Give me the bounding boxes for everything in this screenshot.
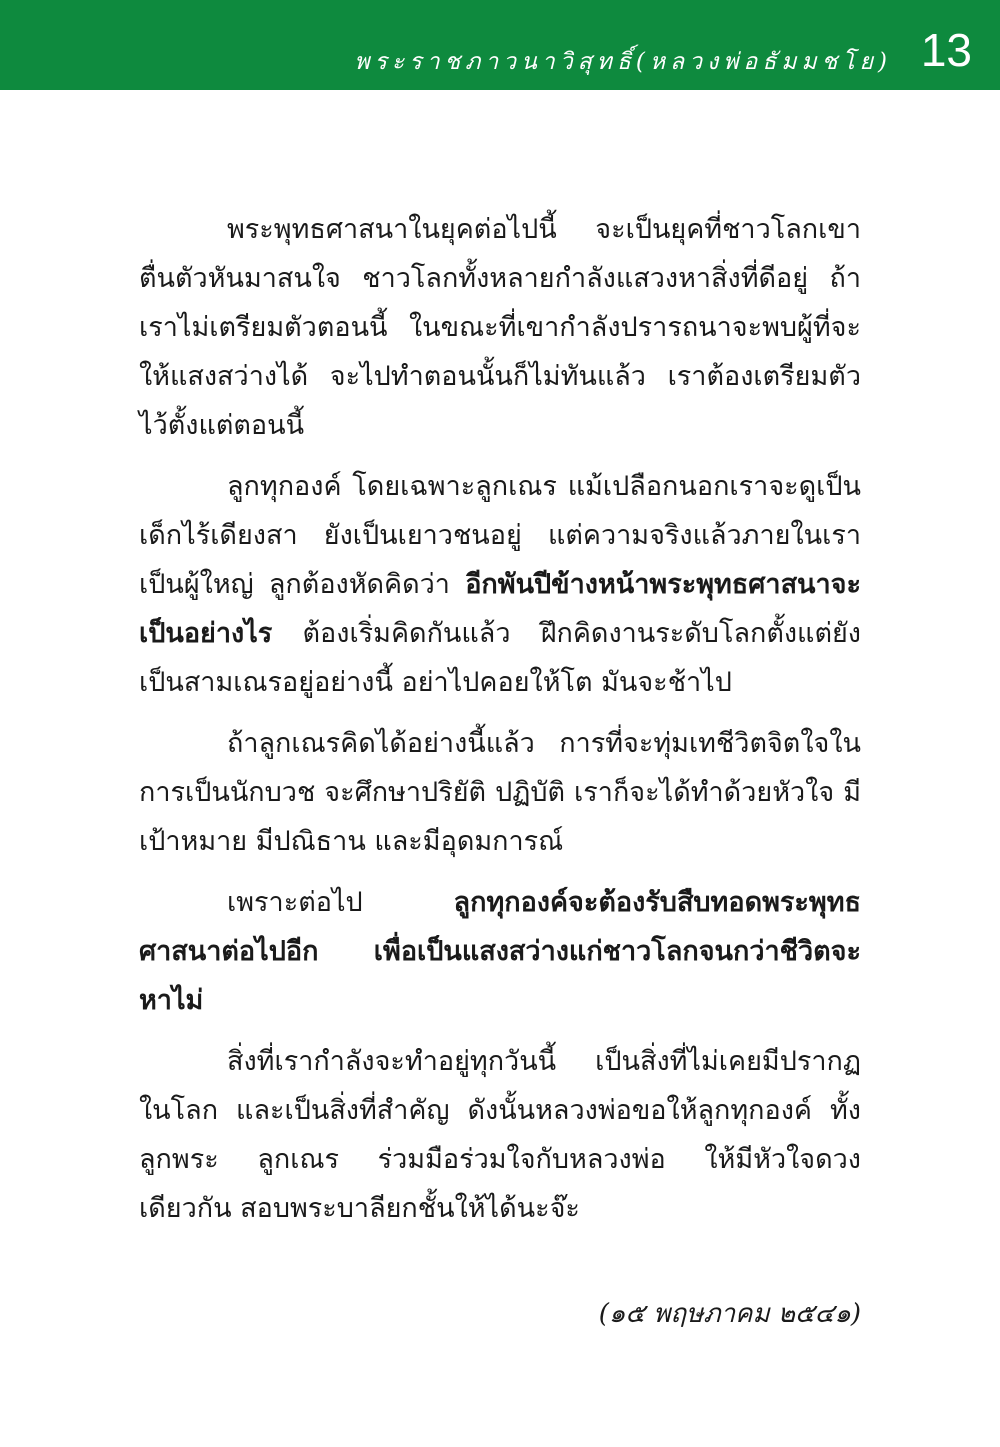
paragraph-2-text-b: ต้องเริ่มคิดกันแล้ว ฝึกคิดงานระดับโลกตั้งแต่ยังเป็นสามเณรอยู่อย่างนี้ อย่าไปคอยให้โต มันจะช้าไป [139,618,861,698]
paragraph-5 [139,1037,861,1233]
paragraph-3-text: ถ้าลูกเณรคิดได้อย่างนี้แล้ว การที่จะทุ่มเทชีวิตจิตใจในการเป็นนักบวช จะศึกษาปริยัติ ปฏิบัติ เราก็จะได้ทำด้วยหัวใจ มีเป้าหมาย มีปณิธาน และมีอุดมการณ์ [139,728,861,857]
page-number: 13 [920,24,972,76]
paragraph-2-text-a: ลูกทุกองค์ โดยเฉพาะลูกเณร แม้เปลือกนอกเราจะดูเป็นเด็กไร้เดียงสา ยังเป็นเยาวชนอยู่ แต่ความจริงแล้วภายในเราเป็นผู้ใหญ่ ลูกต้องหัดคิดว่า [139,471,861,600]
header-bar [0,0,1000,90]
paragraph-4-emphasis: ลูกทุกองค์จะต้องรับสืบทอดพระพุทธศาสนาต่อไปอีก เพื่อเป็นแสงสว่างแก่ชาวโลกจนกว่าชีวิตจะหาไม่ [139,887,861,1016]
paragraph-5-text: สิ่งที่เรากำลังจะทำอยู่ทุกวันนี้ เป็นสิ่งที่ไม่เคยมีปรากฏในโลก และเป็นสิ่งที่สำคัญ ดังนั้นหลวงพ่อขอให้ลูกทุกองค์ ทั้งลูกพระ ลูกเณร ร่วมมือร่วมใจกับหลวงพ่อ ให้มีหัวใจดวงเดียวกัน สอบพระบาลียกชั้นให้ได้นะจ๊ะ [139,1046,861,1224]
body-text [139,205,861,1245]
running-title: พระราชภาวนาวิสุทธิ์(หลวงพ่อธัมมชโย) [354,49,892,75]
paragraph-3 [139,719,861,866]
paragraph-2-emphasis: อีกพันปีข้างหน้าพระพุทธศาสนาจะเป็นอย่างไร [139,569,861,649]
paragraph-4-text: เพราะต่อไป [227,887,454,918]
date-line: (๑๕ พฤษภาคม ๒๕๔๑) [598,1299,861,1329]
paragraph-1 [139,205,861,450]
paragraph-4 [139,878,861,1025]
paragraph-2 [139,462,861,707]
paragraph-1-text: พระพุทธศาสนาในยุคต่อไปนี้ จะเป็นยุคที่ชาวโลกเขาตื่นตัวหันมาสนใจ ชาวโลกทั้งหลายกำลังแสวงหาสิ่งที่ดีอยู่ ถ้าเราไม่เตรียมตัวตอนนี้ ในขณะที่เขากำลังปรารถนาจะพบผู้ที่จะให้แสงสว่างได้ จะไปทำตอนนั้นก็ไม่ทันแล้ว เราต้องเตรียมตัวไว้ตั้งแต่ตอนนี้ [139,214,861,441]
